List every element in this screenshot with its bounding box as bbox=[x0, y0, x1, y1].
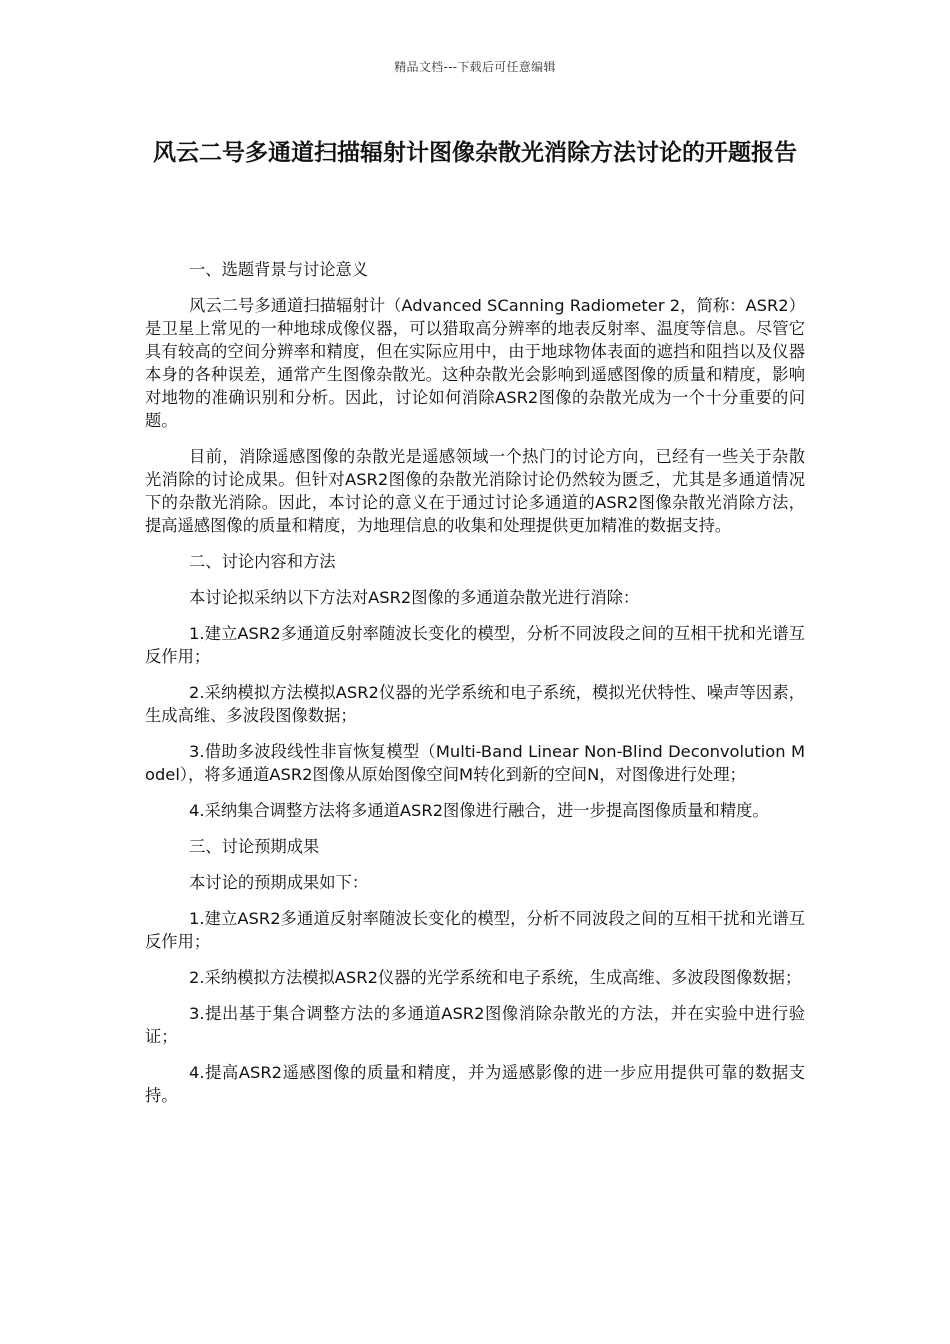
section-2-heading: 二、讨论内容和方法 bbox=[189, 552, 336, 571]
section-2-item-1: 1.建立ASR2多通道反射率随波长变化的模型，分析不同波段之间的互相干扰和光谱互反作用； bbox=[145, 624, 805, 666]
section-1-heading: 一、选题背景与讨论意义 bbox=[189, 260, 369, 279]
section-3-item-1: 1.建立ASR2多通道反射率随波长变化的模型，分析不同波段之间的互相干扰和光谱互反作用； bbox=[145, 909, 805, 951]
page-header: 精品文档---下载后可任意编辑 bbox=[394, 60, 556, 74]
section-3-intro: 本讨论的预期成果如下： bbox=[189, 873, 369, 892]
section-2-intro: 本讨论拟采纳以下方法对ASR2图像的多通道杂散光进行消除： bbox=[189, 588, 640, 607]
section-2-item-3: 3.借助多波段线性非盲恢复模型（Multi-Band Linear Non-Blind Deconvolution Model），将多通道ASR2图像从原始图像空间M转化到新的空间N，对图像进行处理； bbox=[145, 742, 805, 784]
section-2-item-4: 4.采纳集合调整方法将多通道ASR2图像进行融合，进一步提高图像质量和精度。 bbox=[189, 801, 769, 820]
section-3-heading: 三、讨论预期成果 bbox=[189, 837, 320, 856]
section-3-item-4: 4.提高ASR2遥感图像的质量和精度，并为遥感影像的进一步应用提供可靠的数据支持。 bbox=[145, 1063, 805, 1105]
section-3-item-3: 3.提出基于集合调整方法的多通道ASR2图像消除杂散光的方法，并在实验中进行验证； bbox=[145, 1004, 805, 1046]
section-1-paragraph-1: 风云二号多通道扫描辐射计（Advanced SCanning Radiometer 2，简称：ASR2）是卫星上常见的一种地球成像仪器，可以猎取高分辨率的地表反射率、温度等信息。尽管它具有较高的空间分辨率和精度，但在实际应用中，由于地球物体表面的遮挡和阻挡以及仪器本身的各种误差，通常产生图像杂散光。这种杂散光会影响到遥感图像的质量和精度，影响对地物的准确识别和分析。因此，讨论如何消除ASR2图像的杂散光成为一个十分重要的问题。 bbox=[145, 296, 805, 430]
document-title: 风云二号多通道扫描辐射计图像杂散光消除方法讨论的开题报告 bbox=[153, 140, 797, 166]
section-1-paragraph-2: 目前，消除遥感图像的杂散光是遥感领域一个热门的讨论方向，已经有一些关于杂散光消除的讨论成果。但针对ASR2图像的杂散光消除讨论仍然较为匮乏，尤其是多通道情况下的杂散光消除。因此，本讨论的意义在于通过讨论多通道的ASR2图像杂散光消除方法，提高遥感图像的质量和精度，为地理信息的收集和处理提供更加精准的数据支持。 bbox=[145, 447, 805, 535]
section-2-item-2: 2.采纳模拟方法模拟ASR2仪器的光学系统和电子系统，模拟光伏特性、噪声等因素，生成高维、多波段图像数据； bbox=[145, 683, 805, 725]
section-3-item-2: 2.采纳模拟方法模拟ASR2仪器的光学系统和电子系统，生成高维、多波段图像数据； bbox=[189, 968, 802, 987]
document-body bbox=[145, 258, 805, 1120]
